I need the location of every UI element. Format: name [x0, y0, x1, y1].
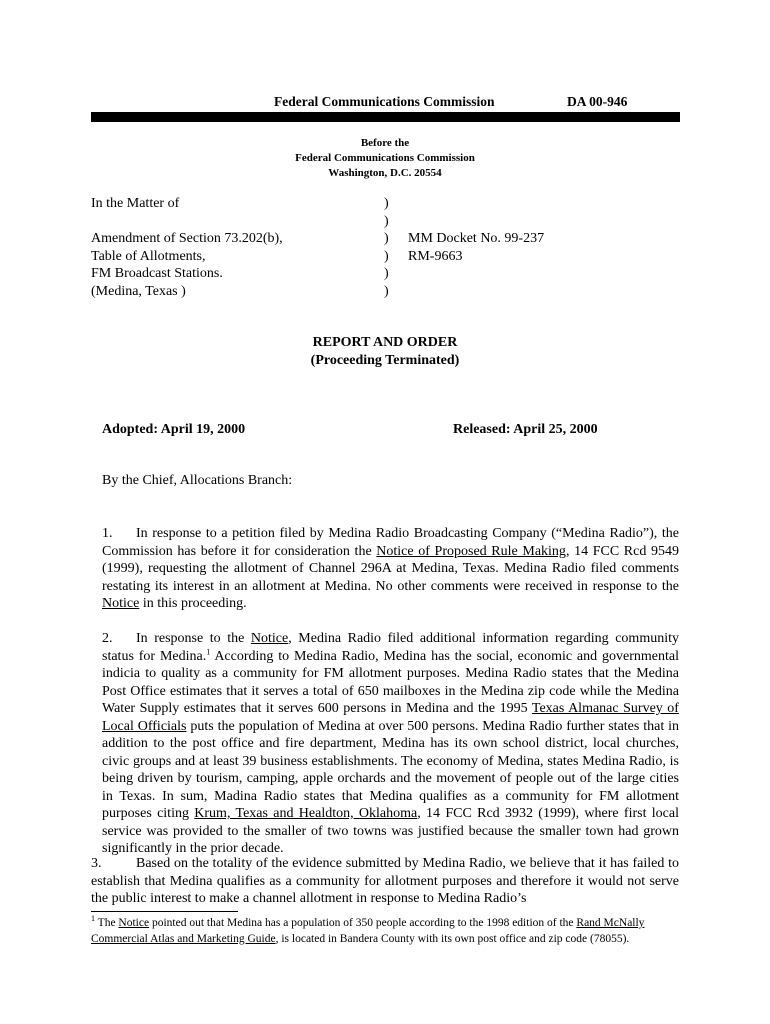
- paragraph-text: In response to the: [136, 631, 251, 646]
- footnote-text: pointed out that Medina has a population of 350 people according to the 1998 edition of the: [149, 917, 577, 929]
- paragraph-number: 2.: [102, 631, 113, 646]
- footnote: [91, 916, 663, 947]
- released-date: Released: April 25, 2000: [453, 422, 598, 437]
- caption-paren: ): [384, 196, 389, 211]
- caption-paren: ): [384, 283, 389, 299]
- paragraph-text: , 14 FCC Rcd 3932 (1999), where first local service was provided to the smaller of two towns was justified because the smaller town had grown significantly in the prior decade.: [102, 806, 680, 856]
- paragraph-3: [91, 855, 679, 908]
- case-citation: Krum, Texas and Healdton, Oklahoma: [194, 806, 418, 821]
- before-line-3: Washington, D.C. 20554: [328, 167, 442, 179]
- caption-line: [91, 213, 361, 231]
- paragraph-number: 1.: [102, 526, 113, 541]
- page-subtitle: (Proceeding Terminated): [310, 353, 460, 368]
- header-doc-number: DA 00-946: [567, 94, 628, 109]
- title-block: [0, 334, 770, 370]
- footnote-text: , is located in Bandera County with its own post office and zip code (78055).: [275, 932, 630, 945]
- rm-number: RM-9663: [408, 248, 463, 264]
- footnote-citation: Notice: [118, 917, 150, 929]
- paragraph-1: [102, 525, 679, 613]
- footnote-number: 1: [91, 914, 95, 924]
- footnote-marker: 1: [206, 646, 211, 656]
- paragraph-text: In response to a petition filed by Medina Radio Broadcasting Company (“Medina Radio”), the Commission has before it for consideration the: [102, 526, 679, 559]
- paragraph-text: puts the population of Medina at over 500 persons. Medina Radio further states that in addition to the post office and fire department, Medina has its own school district, local churches, civic groups and at least 39 business establishments. The economy of Medina, states Medina Radio, is being driven by tourism, camping, apple orchards and the movement of people out of the large cities in Texas. In sum, Madina Radio states that Medina qualifies as a community for FM allotment purposes citing: [102, 718, 679, 821]
- caption-paren: ): [384, 266, 389, 281]
- adopted-date: Adopted: April 19, 2000: [102, 422, 246, 437]
- case-citation: Notice: [102, 596, 140, 611]
- footnote-citation: Rand McNally Commercial Atlas and Marketing Guide: [91, 917, 645, 945]
- caption-left: [91, 195, 361, 300]
- paragraph-2: [102, 630, 679, 858]
- caption-paren: ): [384, 248, 389, 264]
- case-citation: Notice of Proposed Rule Making: [376, 543, 566, 559]
- caption-paren: ): [384, 213, 389, 229]
- footnote-rule: [91, 911, 238, 912]
- caption-line: Amendment of Section 73.202(b),: [91, 231, 283, 246]
- footnote-text: The: [95, 917, 119, 929]
- caption-right: [408, 230, 544, 265]
- by-line: By the Chief, Allocations Branch:: [102, 473, 293, 488]
- paragraph-text: According to Medina Radio, Medina has the social, economic and governmental indicia to quality as a community for FM allotment purposes. Medina Radio states that the Medina Post Office estimates that it serves a total of 650 mailboxes in the Medina zip code while the Medina Water Supply estimates that it serves 600 persons in Medina and the 1995: [102, 648, 679, 716]
- page-title: REPORT AND ORDER: [312, 335, 458, 350]
- caption-paren: ): [384, 231, 389, 246]
- header-agency: Federal Communications Commission: [274, 94, 495, 109]
- before-block: [0, 136, 770, 181]
- case-citation: Notice: [250, 631, 289, 646]
- caption-line: Table of Allotments,: [91, 248, 206, 264]
- caption-line: FM Broadcast Stations.: [91, 266, 223, 281]
- paragraph-text: in this proceeding.: [139, 596, 247, 611]
- paragraph-text: , Medina Radio filed additional information regarding community status for Medina.: [102, 631, 679, 664]
- paragraph-text: Based on the totality of the evidence submitted by Medina Radio, we believe that it has failed to establish that Medina qualifies as a community for allotment purposes and therefore it would not serve the public interest to make a channel allotment in response to Medina Radio’s: [91, 856, 679, 906]
- before-line-2: Federal Communications Commission: [295, 152, 475, 164]
- docket-number: MM Docket No. 99-237: [408, 231, 545, 246]
- before-line-1: Before the: [360, 137, 410, 149]
- caption-line: In the Matter of: [91, 196, 180, 211]
- caption-line: (Medina, Texas ): [91, 283, 186, 299]
- header-rule: [91, 112, 680, 122]
- paragraph-text: , 14 FCC Rcd 9549 (1999), requesting the allotment of Channel 296A at Medina, Texas. Medina Radio filed comments restating its interest in an allotment at Medina. No other comments were received in response to the: [102, 543, 679, 594]
- caption-parens: [384, 195, 389, 300]
- paragraph-number: 3.: [91, 856, 102, 871]
- case-citation: Texas Almanac Survey of Local Officials: [102, 701, 679, 734]
